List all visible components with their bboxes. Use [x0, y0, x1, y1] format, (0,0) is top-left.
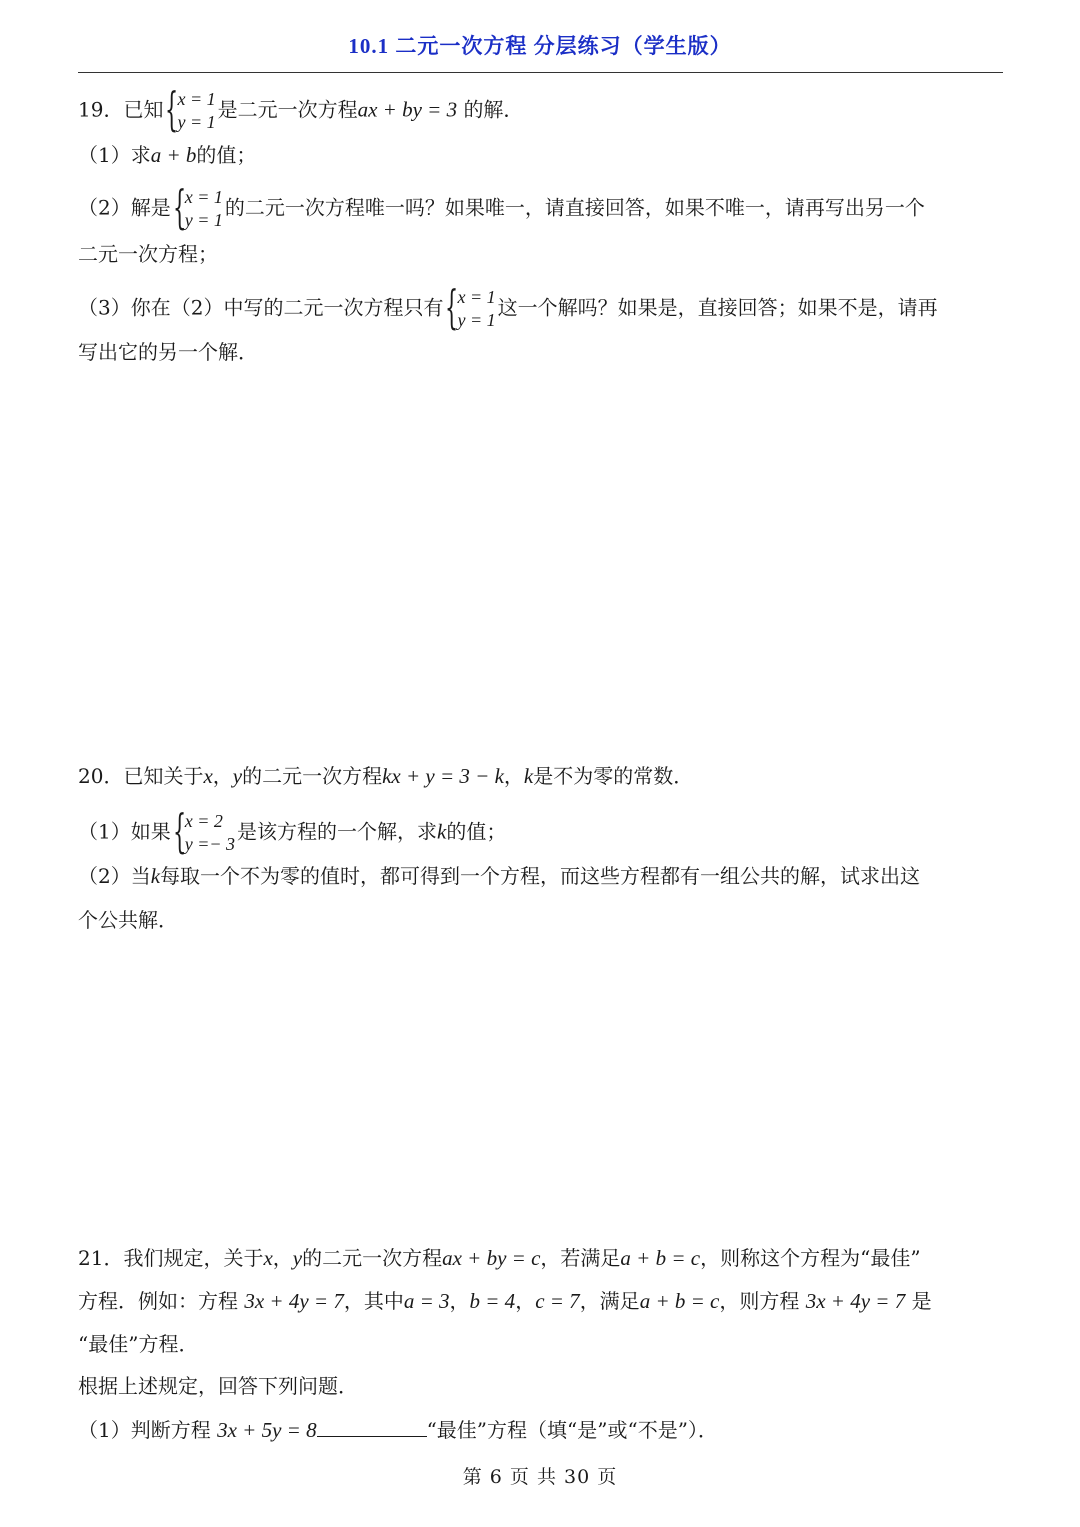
- q21-l1-b: ，: [272, 1246, 293, 1270]
- q20-part2-line2: 个公共解．: [78, 908, 178, 932]
- q21-l2-c: ，: [449, 1289, 470, 1313]
- q20-part2: [78, 862, 920, 890]
- q21-part1-prefix: （1）判断方程: [78, 1418, 211, 1442]
- brace-glyph: {: [445, 280, 459, 334]
- q20-stem-c: ，: [503, 764, 524, 788]
- q20-system-x: x = 2: [184, 811, 223, 831]
- q21-l1-d: ，若满足: [540, 1246, 621, 1270]
- q20-part1-mid: 是该方程的一个解，求: [237, 819, 438, 844]
- q21-l2-a: 方程．例如：方程: [78, 1289, 238, 1313]
- page-number: 第 6 页 共 30 页: [462, 1466, 618, 1488]
- q21-equation: ax + by = c: [442, 1246, 541, 1270]
- q21-l2-b: ，其中: [343, 1289, 404, 1313]
- q21-part1-suffix: “最佳”方程（填“是”或“不是”）．: [426, 1418, 718, 1442]
- q19-part3-prefix: （3）你在（2）中写的二元一次方程只有: [78, 295, 444, 320]
- q20-equation: kx + y = 3 − k: [382, 764, 504, 788]
- q20-comma: ，: [212, 764, 233, 788]
- q19-stem-suffix: 的解．: [463, 97, 524, 122]
- q20-part1-suffix: 的值；: [446, 819, 507, 844]
- q20-var-x: x: [203, 764, 213, 788]
- q21-example-equation-2: 3x + 4y = 7: [805, 1289, 906, 1313]
- q19-part2-suffix: 的二元一次方程唯一吗？如果唯一，请直接回答，如果不唯一，请再写出另一个: [224, 195, 925, 220]
- q21-c-value: c = 7: [535, 1289, 580, 1313]
- q21-l1-e: ，则称这个方程为“最佳”: [700, 1246, 921, 1270]
- q21-example-equation: 3x + 4y = 7: [244, 1289, 344, 1313]
- q19-part3-system: [445, 280, 496, 334]
- q19-part1-expr: a + b: [150, 143, 197, 167]
- q20-stem-b: 的二元一次方程: [242, 764, 383, 788]
- q21-l2-g: 是: [911, 1289, 932, 1313]
- brace-glyph: {: [172, 804, 186, 858]
- q20-stem-a: 20．已知关于: [78, 764, 204, 788]
- q21-a-value: a = 3: [403, 1289, 450, 1313]
- q19-part3: [78, 280, 938, 334]
- q21-condition: a + b = c: [620, 1246, 701, 1270]
- q19-equation: ax + by = 3: [357, 97, 458, 122]
- q19-part3-suffix: 这一个解吗？如果是，直接回答；如果不是，请再: [497, 295, 938, 320]
- q21-line1: [78, 1244, 921, 1272]
- q19-part3-system-x: x = 1: [457, 287, 496, 307]
- q21-line2: [78, 1287, 932, 1315]
- q20-system: [172, 804, 236, 858]
- q19-part2-system-y: y = 1: [184, 210, 223, 230]
- q19-stem: [78, 82, 524, 136]
- header-rule: [78, 72, 1003, 73]
- q21-l2-e: ，满足: [579, 1289, 640, 1313]
- q20-stem: [78, 762, 693, 790]
- q19-system-y: y = 1: [177, 112, 216, 132]
- brace-glyph: {: [172, 180, 186, 234]
- q21-l1-c: 的二元一次方程: [302, 1246, 443, 1270]
- q19-part1: [78, 141, 256, 169]
- q20-part1: [78, 804, 507, 858]
- q19-system: [165, 82, 216, 136]
- q20-var-y: y: [232, 764, 243, 788]
- answer-blank[interactable]: [317, 1414, 427, 1437]
- q20-var-k: k: [523, 764, 534, 788]
- q20-part2-suffix: 每取一个不为零的值时，都可得到一个方程，而这些方程都有一组公共的解，试求出这: [160, 864, 921, 888]
- q19-part2-prefix: （2）解是: [78, 195, 171, 220]
- q20-part1-k: k: [437, 819, 447, 844]
- q21-var-y: y: [292, 1246, 303, 1270]
- q19-part3-line2: 写出它的另一个解．: [78, 340, 258, 364]
- q21-var-x: x: [263, 1246, 273, 1270]
- q21-l2-f: ，则方程: [719, 1289, 800, 1313]
- q20-stem-d: 是不为零的常数．: [533, 764, 694, 788]
- q21-part1-equation: 3x + 5y = 8: [217, 1418, 317, 1442]
- q20-part2-k: k: [150, 864, 161, 888]
- q21-l2-d: ，: [515, 1289, 536, 1313]
- q19-part3-system-y: y = 1: [457, 310, 496, 330]
- q20-part2-prefix: （2）当: [78, 864, 151, 888]
- q20-part1-prefix: （1）如果: [78, 819, 171, 844]
- q19-part2-line2: 二元一次方程；: [78, 242, 218, 266]
- q19-part2-system-x: x = 1: [184, 187, 223, 207]
- q20-system-y: y =− 3: [184, 834, 236, 854]
- q19-part1-suffix: 的值；: [196, 143, 257, 167]
- q21-b-value: b = 4: [469, 1289, 516, 1313]
- brace-glyph: {: [165, 82, 179, 136]
- q19-part1-prefix: （1）求: [78, 143, 151, 167]
- q19-stem-prefix: 19．已知: [78, 97, 164, 122]
- q21-l1-a: 21．我们规定，关于: [78, 1246, 264, 1270]
- q19-part2-system: [172, 180, 223, 234]
- document-header-title: 10.1 二元一次方程 分层练习（学生版）: [348, 34, 732, 58]
- q21-part1: [78, 1414, 718, 1444]
- q21-line3: “最佳”方程．: [78, 1332, 199, 1356]
- q19-stem-mid: 是二元一次方程: [217, 97, 358, 122]
- q21-l2-condition: a + b = c: [639, 1289, 720, 1313]
- q21-line4: 根据上述规定，回答下列问题．: [78, 1374, 358, 1398]
- q19-system-x: x = 1: [177, 89, 216, 109]
- q19-part2: [78, 180, 925, 234]
